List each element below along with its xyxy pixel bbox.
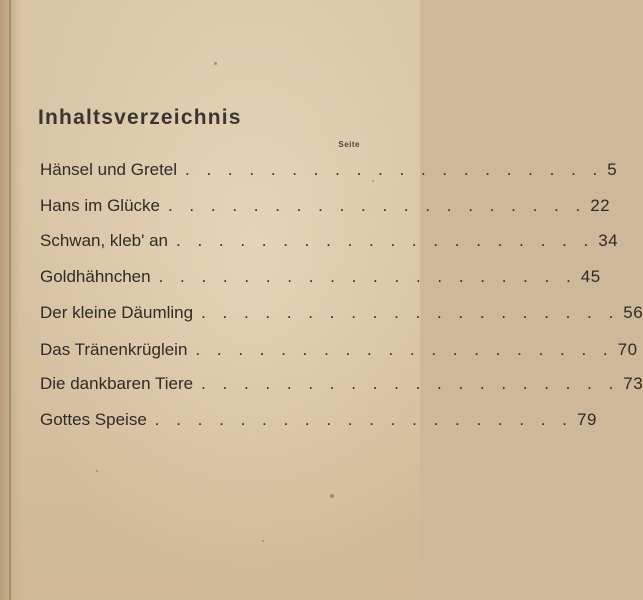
toc-entry bbox=[40, 303, 643, 329]
toc-entry-title: Hänsel und Gretel bbox=[40, 160, 178, 179]
paper-speck bbox=[96, 470, 98, 472]
toc-entry bbox=[40, 231, 619, 257]
toc-entry-title: Das Tränenkrüglein bbox=[40, 340, 188, 359]
toc-entry-page: 73 bbox=[623, 374, 643, 393]
toc-leader-dots: . . . . . . . . . . . . . . . . . . . . bbox=[167, 196, 587, 215]
toc-entry-title: Gottes Speise bbox=[40, 410, 147, 429]
toc-leader-dots: . . . . . . . . . . . . . . . . . . . . bbox=[154, 410, 573, 429]
paper-speck bbox=[330, 494, 334, 498]
page-title: Inhaltsverzeichnis bbox=[38, 106, 242, 129]
toc-entry-page: 45 bbox=[580, 267, 601, 286]
toc-leader-dots: . . . . . . . . . . . . . . . . . . . . bbox=[201, 374, 620, 393]
page-column-label: Seite bbox=[338, 140, 360, 149]
toc-entry bbox=[40, 160, 618, 186]
toc-entry-page: 70 bbox=[617, 340, 638, 359]
toc-entry-title: Goldhähnchen bbox=[40, 267, 151, 286]
paper-speck bbox=[372, 180, 374, 182]
toc-entry bbox=[40, 196, 611, 222]
toc-entry-title: Hans im Glücke bbox=[40, 196, 160, 215]
toc-leader-dots: . . . . . . . . . . . . . . . . . . . . bbox=[158, 267, 577, 286]
toc-entry-title: Der kleine Däumling bbox=[40, 303, 194, 322]
toc-entry-page: 56 bbox=[623, 303, 643, 322]
paper-speck bbox=[262, 540, 264, 542]
toc-entry-page: 79 bbox=[576, 410, 597, 429]
toc-entry bbox=[40, 410, 597, 436]
toc-entry-page: 22 bbox=[590, 196, 611, 215]
toc-leader-dots: . . . . . . . . . . . . . . . . . . . . bbox=[195, 340, 614, 359]
page-gutter bbox=[0, 0, 22, 600]
toc-entry-title: Die dankbaren Tiere bbox=[40, 374, 194, 393]
toc-entry-page: 34 bbox=[598, 231, 619, 250]
paper-speck bbox=[214, 62, 217, 65]
toc-leader-dots: . . . . . . . . . . . . . . . . . . . . bbox=[201, 303, 620, 322]
binding-line bbox=[9, 0, 11, 600]
toc-entry bbox=[40, 340, 638, 366]
toc-entry bbox=[40, 267, 601, 293]
toc-entry-page: 5 bbox=[607, 160, 618, 179]
toc-leader-dots: . . . . . . . . . . . . . . . . . . . . bbox=[176, 231, 595, 250]
toc-leader-dots: . . . . . . . . . . . . . . . . . . . . bbox=[185, 160, 604, 179]
toc-entry-title: Schwan, kleb' an bbox=[40, 231, 168, 250]
toc-entry bbox=[40, 374, 643, 400]
